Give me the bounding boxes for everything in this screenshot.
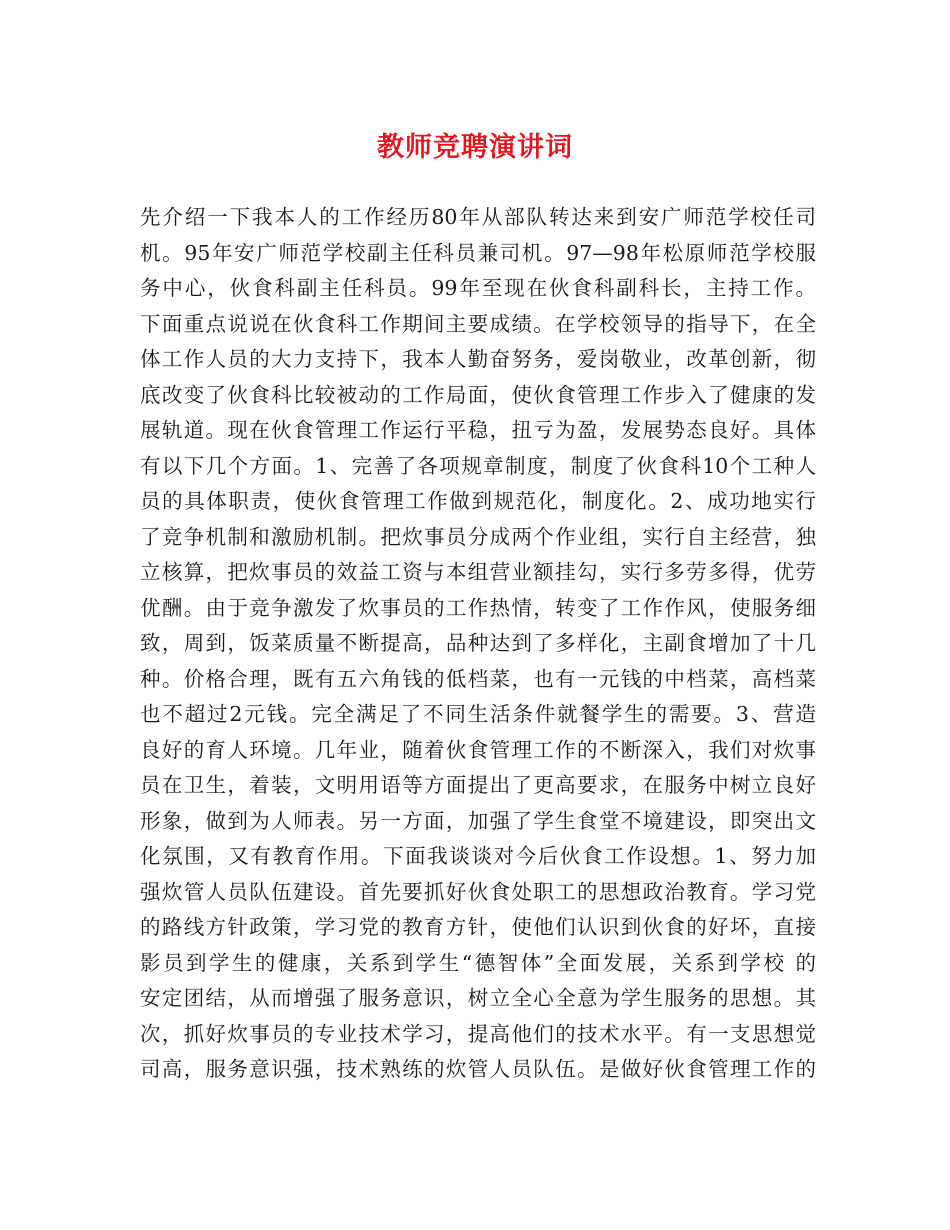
body-line: 了竞争机制和激励机制。把炊事员分成两个作业组，实行自主经营，独 [140, 524, 816, 549]
body-line: 司高，服务意识强，技术熟练的炊管人员队伍。是做好伙食管理工作的 [140, 1057, 816, 1081]
body-line: 体工作人员的大力支持下，我本人勤奋努务，爱岗敬业，改革创新，彻 [140, 347, 816, 371]
body-line: 影员到学生的健康，关系到学生“德智体”全面发展，关系到学校 的 [140, 950, 816, 975]
document-body [140, 200, 816, 1088]
body-line: 务中心，伙食科副主任科员。99年至现在伙食科副科长，主持工作。 [140, 276, 816, 300]
body-line: 也不超过2元钱。完全满足了不同生活条件就餐学生的需要。3、营造 [140, 702, 816, 726]
body-line: 展轨道。现在伙食管理工作运行平稳，扭亏为盈，发展势态良好。具体 [140, 418, 816, 442]
body-line: 种。价格合理，既有五六角钱的低档菜，也有一元钱的中档菜，高档菜 [140, 666, 816, 691]
body-line: 优酬。由于竞争激发了炊事员的工作热情，转变了工作作风，使服务细 [140, 595, 816, 620]
body-line: 的路线方针政策，学习党的教育方针，使他们认识到伙食的好坏，直接 [140, 915, 816, 939]
body-line: 化氛围，又有教育作用。下面我谈谈对今后伙食工作设想。1、努力加 [140, 844, 816, 868]
body-line: 立核算，把炊事员的效益工资与本组营业额挂勾，实行多劳多得，优劳 [140, 560, 816, 584]
body-line: 机。95年安广师范学校副主任科员兼司机。97—98年松原师范学校服 [140, 240, 816, 265]
body-line: 良好的育人环境。几年业，随着伙食管理工作的不断深入，我们对炊事 [140, 737, 816, 762]
body-line: 安定团结，从而增强了服务意识，树立全心全意为学生服务的思想。其 [140, 986, 816, 1010]
body-line: 底改变了伙食科比较被动的工作局面，使伙食管理工作步入了健康的发 [140, 382, 816, 407]
body-line: 致，周到，饭菜质量不断提高，品种达到了多样化，主副食增加了十几 [140, 631, 816, 655]
body-line: 员的具体职责，使伙食管理工作做到规范化，制度化。2、成功地实行 [140, 489, 816, 513]
body-line: 下面重点说说在伙食科工作期间主要成绩。在学校领导的指导下，在全 [140, 311, 816, 336]
body-line: 员在卫生，着装，文明用语等方面提出了更高要求，在服务中树立良好 [140, 773, 816, 797]
body-line: 先介绍一下我本人的工作经历80年从部队转达来到安广师范学校任司 [140, 205, 816, 229]
body-line: 有以下几个方面。1、完善了各项规章制度，制度了伙食科10个工种人 [140, 453, 816, 478]
body-line: 次，抓好炊事员的专业技术学习，提高他们的技术水平。有一支思想觉 [140, 1021, 816, 1046]
document-title: 教师竞聘演讲词 [377, 132, 573, 163]
body-line: 强炊管人员队伍建设。首先要抓好伙食处职工的思想政治教育。学习党 [140, 879, 816, 904]
body-line: 形象，做到为人师表。另一方面，加强了学生食堂不境建设，即突出文 [140, 808, 816, 833]
